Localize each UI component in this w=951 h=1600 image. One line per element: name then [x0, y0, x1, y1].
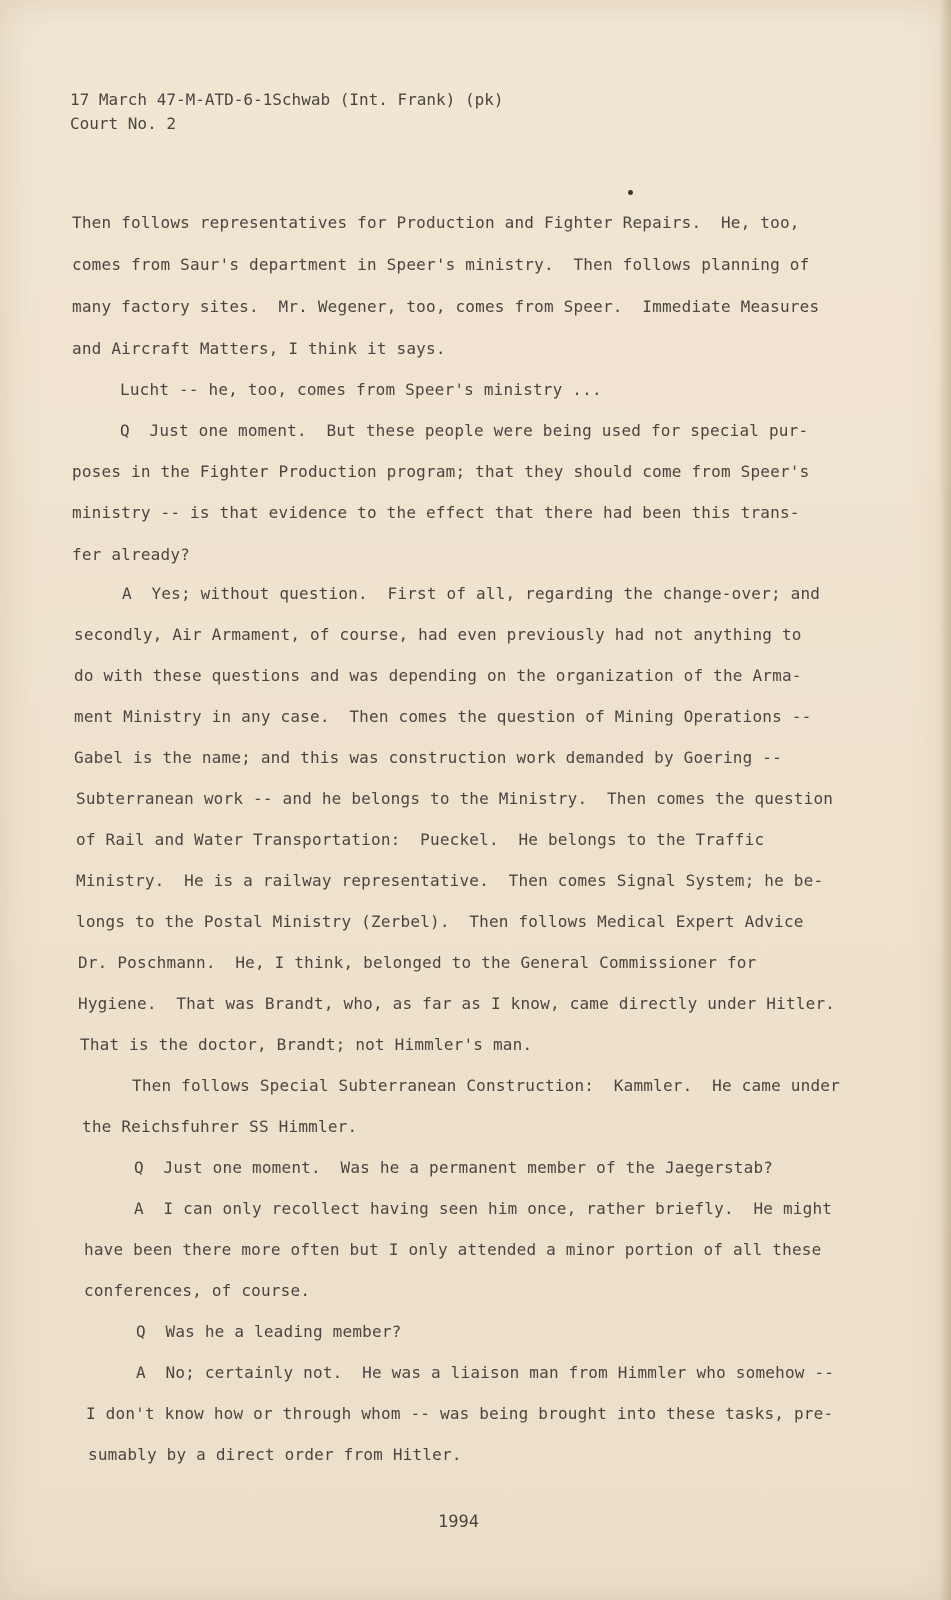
answer-line: A I can only recollect having seen him once, rather briefly. He might	[134, 1199, 833, 1218]
text-line: Ministry. He is a railway representative. Then comes Signal System; he be-	[76, 871, 824, 890]
document-header	[70, 88, 503, 136]
header-caption: 17 March 47-M-ATD-6-1Schwab (Int. Frank) (pk)	[70, 90, 504, 109]
question-line: Q Just one moment. Was he a permanent member of the Jaegerstab?	[134, 1158, 774, 1177]
text-line: the Reichsfuhrer SS Himmler.	[82, 1117, 358, 1136]
text-line: ministry -- is that evidence to the effect that there had been this trans-	[72, 503, 800, 522]
text-line: ment Ministry in any case. Then comes the question of Mining Operations --	[74, 707, 812, 726]
text-line: poses in the Fighter Production program; that they should come from Speer's	[72, 462, 810, 481]
page-number: 1994	[438, 1512, 479, 1532]
text-line: conferences, of course.	[84, 1281, 311, 1300]
court-number: Court No. 2	[70, 114, 176, 133]
text-line: Then follows representatives for Production and Fighter Repairs. He, too,	[72, 213, 800, 232]
text-line: Hygiene. That was Brandt, who, as far as I know, came directly under Hitler.	[78, 994, 836, 1013]
question-line: Q Was he a leading member?	[136, 1322, 402, 1341]
text-line: Subterranean work -- and he belongs to the Ministry. Then comes the question	[76, 789, 834, 808]
answer-line: A Yes; without question. First of all, regarding the change-over; and	[122, 584, 821, 603]
text-line: fer already?	[72, 545, 190, 564]
text-line: and Aircraft Matters, I think it says.	[72, 339, 446, 358]
text-line: Gabel is the name; and this was construction work demanded by Goering --	[74, 748, 782, 767]
text-line: many factory sites. Mr. Wegener, too, comes from Speer. Immediate Measures	[72, 297, 820, 316]
ink-dot	[628, 190, 633, 195]
text-line: That is the doctor, Brandt; not Himmler's man.	[80, 1035, 533, 1054]
text-line: Dr. Poschmann. He, I think, belonged to the General Commissioner for	[78, 953, 757, 972]
text-line: longs to the Postal Ministry (Zerbel). Then follows Medical Expert Advice	[76, 912, 804, 931]
text-line: secondly, Air Armament, of course, had even previously had not anything to	[74, 625, 802, 644]
text-line: comes from Saur's department in Speer's ministry. Then follows planning of	[72, 255, 810, 274]
text-line: I don't know how or through whom -- was being brought into these tasks, pre-	[86, 1404, 834, 1423]
text-line: do with these questions and was depending on the organization of the Arma-	[74, 666, 802, 685]
text-line: Lucht -- he, too, comes from Speer's ministry ...	[120, 380, 602, 399]
text-line: have been there more often but I only attended a minor portion of all these	[84, 1240, 822, 1259]
answer-line: A No; certainly not. He was a liaison man from Himmler who somehow --	[136, 1363, 835, 1382]
text-line: sumably by a direct order from Hitler.	[88, 1445, 462, 1464]
text-line: Then follows Special Subterranean Construction: Kammler. He came under	[132, 1076, 840, 1095]
text-line: of Rail and Water Transportation: Pueckel. He belongs to the Traffic	[76, 830, 765, 849]
question-line: Q Just one moment. But these people were being used for special pur-	[120, 421, 809, 440]
page-edge-shadow	[939, 0, 951, 1600]
